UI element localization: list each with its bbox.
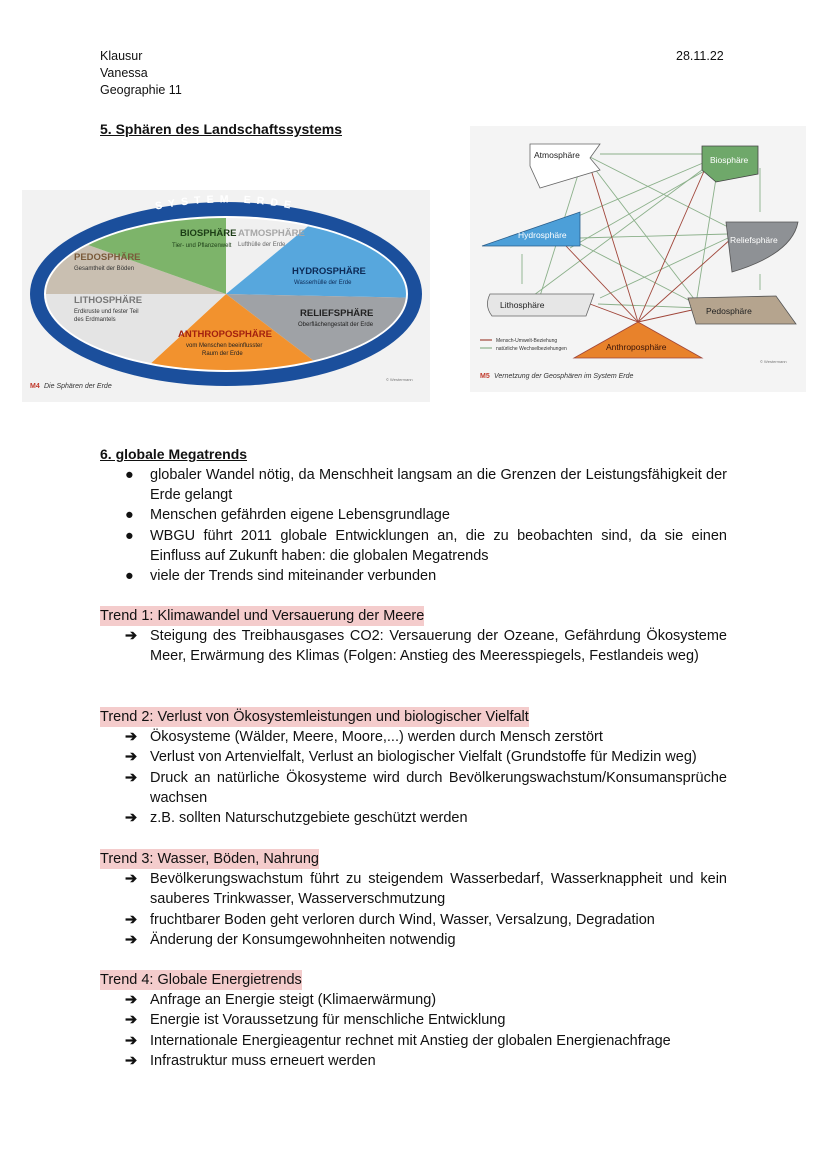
trend-1-list [100,626,727,666]
arrow-icon: ➔ [125,810,138,827]
litho-sub-2: des Erdmantels [74,317,116,323]
header-line-exam: Klausur [100,49,143,63]
trend-2 [100,707,727,828]
arrow-icon: ➔ [125,769,138,786]
geosphere-network-diagram [470,126,806,392]
header-line-name: Vanessa [100,66,148,80]
arrow-icon: ➔ [125,931,138,948]
arrow-icon: ➔ [125,992,138,1009]
atmo-title: ATMOSPHÄRE [238,228,305,239]
atmo-sub: Lufthülle der Erde [238,242,286,248]
fig2-anthroposphere-label: Anthroposphäre [606,342,667,352]
list-item: ➔ Anfrage an Energie steigt (Klimaerwärmung) [100,990,727,1010]
bullet-icon: ● [125,507,134,524]
hydro-sub: Wasserhülle der Erde [294,280,352,286]
fig2-legend-1: Mensch-Umwelt-Beziehung [496,338,558,344]
fig2-atmosphere-label: Atmosphäre [534,150,580,160]
list-item [100,465,727,505]
section5-title: 5. Sphären des Landschaftssystems [100,121,342,137]
list-item: ➔ Internationale Energieagentur rechnet mit Anstieg der globalen Energienachfrage [100,1031,727,1051]
bullet-icon: ● [125,568,134,585]
ring-title: SYSTEM ERDE [154,193,298,213]
fig1-caption-label: M4 [30,383,40,390]
list-item: ➔ Infrastruktur muss erneuert werden [100,1051,727,1071]
trend-1 [100,606,727,667]
anthro-sub-2: Raum der Erde [202,351,243,357]
fig2-hydrosphere-label: Hydrosphäre [518,230,567,240]
trend-3-title: Trend 3: Wasser, Böden, Nahrung [100,849,319,869]
pedo-title: PEDOSPHÄRE [74,252,141,263]
trend-3 [100,849,727,950]
header-line-subject: Geographie 11 [100,83,182,97]
fig2-caption: Vernetzung der Geosphären im System Erde [494,373,634,380]
relief-title: RELIEFSPHÄRE [300,308,374,319]
fig2-lithosphere-label: Lithosphäre [500,300,545,310]
fig2-caption-label: M5 [480,373,490,380]
header-date: 28.11.22 [676,49,724,63]
list-item: ➔ Steigung des Treibhausgases CO2: Versauerung der Ozeane, Gefährdung Ökosysteme Meer, Erwärmung des Klimas (Folgen: Anstieg des Meeresspiegels, Festlandeis weg) [125,628,727,665]
anthro-sub-1: vom Menschen beeinflusster [186,343,263,349]
trend-1-title: Trend 1: Klimawandel und Versauerung der Meere [100,606,424,626]
fig2-pedosphere-label: Pedosphäre [706,306,752,316]
bullet-icon: ● [125,527,134,544]
anthro-title: ANTHROPOSPHÄRE [178,329,272,340]
list-item: ➔ fruchtbarer Boden geht verloren durch Wind, Wasser, Versalzung, Degradation [100,910,727,930]
section6-title: 6. globale Megatrends [100,446,248,462]
list-item [100,505,727,525]
trend-4-title: Trend 4: Globale Energietrends [100,970,302,990]
trend-2-title: Trend 2: Verlust von Ökosystemleistungen und biologischer Vielfalt [100,707,529,727]
figure-geosphere-network [470,126,806,392]
list-item: ➔ Druck an natürliche Ökosysteme wird durch Bevölkerungswachstum/Konsumansprüche wachsen [125,769,727,806]
fig2-reliefsphere-label: Reliefsphäre [730,235,778,245]
relief-sub: Oberflächengestalt der Erde [298,322,374,328]
list-item: ➔ Energie ist Voraussetzung für menschliche Entwicklung [100,1010,727,1030]
trend-3-list [100,869,727,950]
pedo-sub: Gesamtheit der Böden [74,266,135,272]
bullet-text: WBGU führt 2011 globale Entwicklungen an, die zu beobachten sind, da sie einen Einfluss auf Zukunft haben: die globalen Megatrends [150,527,727,564]
list-item: ➔ Ökosysteme (Wälder, Meere, Moore,...) werden durch Mensch zerstört [100,727,727,747]
arrow-icon: ➔ [125,628,138,645]
megatrends-bullet-list [100,465,727,586]
bullet-text: globaler Wandel nötig, da Menschheit langsam an die Grenzen der Leistungsfähigkeit der Erde gelangt [150,467,727,504]
fig2-legend-2: natürliche Wechselbeziehungen [496,346,567,352]
list-item: ➔ Verlust von Artenvielfalt, Verlust an biologischer Vielfalt (Grundstoffe für Medizin weg) [100,747,727,767]
fig1-publisher: © Westermann [386,377,413,382]
spheres-ellipse-diagram [22,190,430,402]
list-item: ➔ z.B. sollten Naturschutzgebiete geschützt werden [100,808,727,828]
arrow-icon: ➔ [125,749,138,766]
fig1-caption: Die Sphären der Erde [44,383,112,390]
arrow-icon: ➔ [125,729,138,746]
litho-title: LITHOSPHÄRE [74,295,143,306]
arrow-icon: ➔ [125,1052,138,1069]
arrow-icon: ➔ [125,911,138,928]
bullet-text: Menschen gefährden eigene Lebensgrundlage [150,507,450,524]
arrow-icon: ➔ [125,1032,138,1049]
arrow-icon: ➔ [125,1012,138,1029]
hydro-title: HYDROSPHÄRE [292,266,366,277]
fig2-publisher: © Westermann [760,359,787,364]
litho-sub-1: Erdkruste und fester Teil [74,309,139,315]
list-item: ➔ Änderung der Konsumgewohnheiten notwendig [100,930,727,950]
list-item [100,566,727,586]
fig2-biosphere-label: Biosphäre [710,155,749,165]
arrow-icon: ➔ [125,871,138,888]
trend-4-list [100,990,727,1071]
bio-title: BIOSPHÄRE [180,228,237,239]
figure-spheres-of-earth [22,190,430,402]
trend-2-list [100,727,727,828]
bullet-icon: ● [125,467,134,483]
list-item [100,526,727,566]
document-header [100,48,182,99]
trend-4 [100,970,727,1071]
list-item: ➔ Bevölkerungswachstum führt zu steigendem Wasserbedarf, Wasserknappheit und kein sauberes Trinkwasser, Wasserverschmutzung [125,871,727,908]
bullet-text: viele der Trends sind miteinander verbunden [150,568,437,585]
bio-sub: Tier- und Pflanzenwelt [172,243,232,249]
